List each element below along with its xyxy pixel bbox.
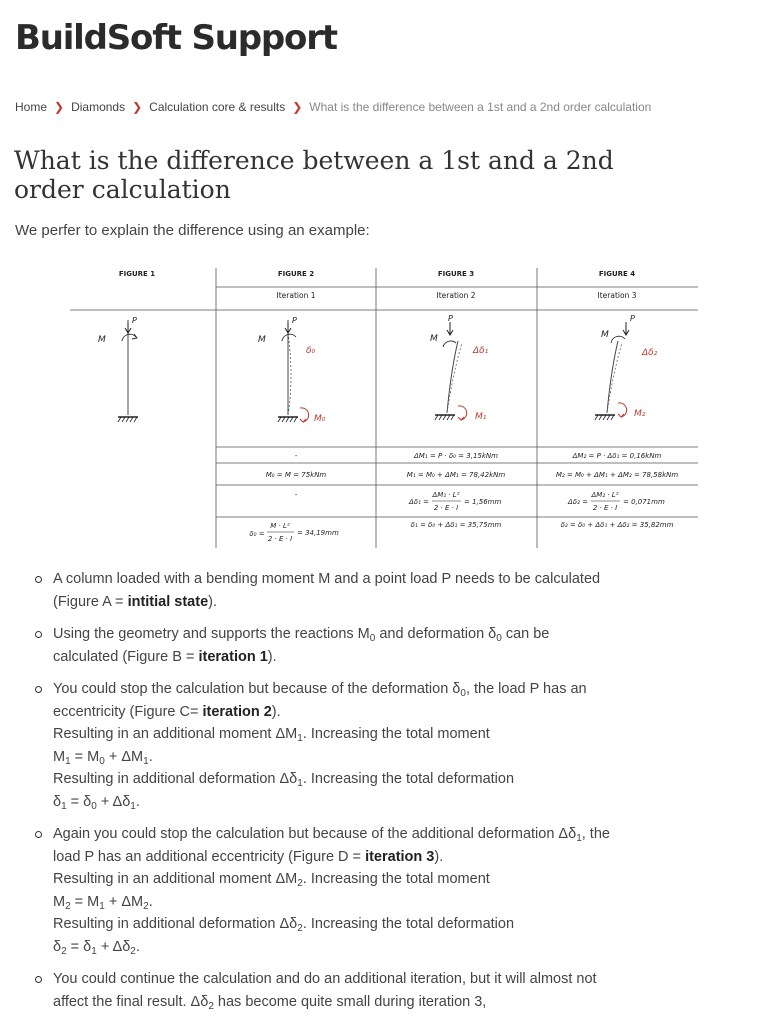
formula-cell: M₁ = M₀ + ΔM₁ = 78,42kNm: [406, 471, 506, 479]
chevron-right-icon: ❯: [54, 100, 65, 114]
fraction-denominator: 2 · E · I: [433, 504, 459, 512]
moment-m-label: M: [601, 330, 609, 340]
column-diagram-iteration-2: [430, 314, 489, 422]
chevron-right-icon: ❯: [292, 100, 303, 114]
fraction-denominator: 2 · E · I: [592, 504, 618, 512]
breadcrumb-current: What is the difference between a 1st and a 2nd order calculation: [309, 100, 652, 114]
formula-cell: δ₂ = δ₀ + Δδ₁ + Δδ₂ = 35,82mm: [560, 521, 674, 529]
page-title: What is the difference between a 1st and a 2nd order calculation: [14, 146, 614, 204]
iteration-label-3: Iteration 3: [597, 291, 637, 300]
list-item: A column loaded with a bending moment M and a point load P needs to be calculated (Figure A = intitial state).: [33, 568, 613, 613]
deformation-d-delta2-label: Δδ₂: [642, 348, 658, 358]
fraction-numerator: ΔM₁ · L²: [432, 491, 460, 499]
fraction-result: = 0,071mm: [623, 498, 665, 506]
formula-cell: ΔM₂ = P · Δδ₁ = 0,16kNm: [572, 452, 662, 460]
fraction-numerator: ΔM₂ · L²: [591, 491, 619, 499]
figure-header-4: FIGURE 4: [598, 270, 636, 278]
formula-cell: δ₁ = δ₀ + Δδ₁ = 35,75mm: [410, 521, 502, 529]
fraction-result: = 34,19mm: [297, 529, 339, 537]
iteration-label-2: Iteration 2: [436, 291, 476, 300]
load-p-label: P: [448, 314, 453, 323]
figure-header-1: FIGURE 1: [118, 270, 156, 278]
formula-cell: ΔM₁ = P · δ₀ = 3,15kNm: [414, 452, 498, 460]
deformation-delta0-label: δ₀: [306, 346, 316, 356]
iteration-figure-svg: [70, 265, 698, 555]
breadcrumb-diamonds[interactable]: Diamonds: [71, 100, 126, 114]
site-title[interactable]: BuildSoft Support: [15, 18, 337, 58]
fraction-result: = 1,56mm: [464, 498, 502, 506]
chevron-right-icon: ❯: [132, 100, 143, 114]
fraction-denominator: 2 · E · I: [267, 535, 293, 543]
list-item: You could stop the calculation but because of the deformation $\delta_0$, the load P has an eccentricity (Figure C= iteration 2). Resulting in an additional moment $\Delta M_1$. Increasing the total moment $M_1 = M_0 + \Delta M_1$. Resulting in additional deformation $\Delta\delta_1$. Increasing the total deformation $\delta_1 = \delta_0 + \Delta\delta_1$.: [33, 678, 613, 813]
moment-m-label: M: [98, 335, 106, 345]
moment-m-label: M: [430, 334, 438, 344]
fraction-numerator: M · L²: [270, 522, 290, 530]
column-diagram-iteration-3: [595, 314, 658, 420]
deformation-d-delta1-label: Δδ₁: [473, 346, 489, 356]
figure-header-3: FIGURE 3: [437, 270, 475, 278]
moment-m0-label: M₀: [314, 414, 326, 424]
formula-cell: M₂ = M₀ + ΔM₁ + ΔM₂ = 78,58kNm: [555, 471, 679, 479]
formula-cell: -: [294, 491, 298, 499]
breadcrumb: [15, 100, 651, 114]
breadcrumb-calculation-core[interactable]: Calculation core & results: [149, 100, 286, 114]
formula-cell: -: [294, 452, 298, 460]
article-intro: We perfer to explain the difference using an example:: [15, 222, 370, 239]
list-item: Again you could stop the calculation but because of the additional deformation $\Delta\delta_1$, the load P has an additional eccentricity (Figure D = iteration 3). Resulting in an additional moment $\Delta M_2$. Increasing the total moment $M_2 = M_1 + \Delta M_2$. Resulting in additional deformation $\Delta\delta_2$. Increasing the total deformation $\delta_2 = \delta_1 + \Delta\delta_2$.: [33, 823, 613, 958]
explanation-list: [33, 568, 613, 1023]
formula-cell: Δδ₁ =: [409, 498, 429, 506]
load-p-label: P: [132, 316, 137, 325]
column-diagram-iteration-1: [258, 316, 326, 424]
moment-m-label: M: [258, 335, 266, 345]
moment-m1-label: M₁: [475, 412, 487, 422]
breadcrumb-home[interactable]: Home: [15, 100, 48, 114]
formula-cell: M₀ = M = 75kNm: [265, 471, 327, 479]
list-item: Using the geometry and supports the reactions $M_0$ and deformation $\delta_0$ can be calculated (Figure B = iteration 1).: [33, 623, 613, 668]
load-p-label: P: [630, 314, 635, 323]
formula-cell: δ₀ =: [249, 530, 265, 538]
load-p-label: P: [292, 316, 297, 325]
iteration-figure: [70, 265, 698, 555]
column-diagram-initial: [98, 316, 138, 422]
iteration-label-1: Iteration 1: [276, 291, 316, 300]
list-item: You could continue the calculation and do an additional iteration, but it will almost not affect the final result. $\Delta\delta_2$ has become quite small during iteration 3,: [33, 968, 613, 1013]
moment-m2-label: M₂: [634, 409, 646, 419]
figure-header-2: FIGURE 2: [277, 270, 315, 278]
formula-cell: Δδ₂ =: [568, 498, 588, 506]
